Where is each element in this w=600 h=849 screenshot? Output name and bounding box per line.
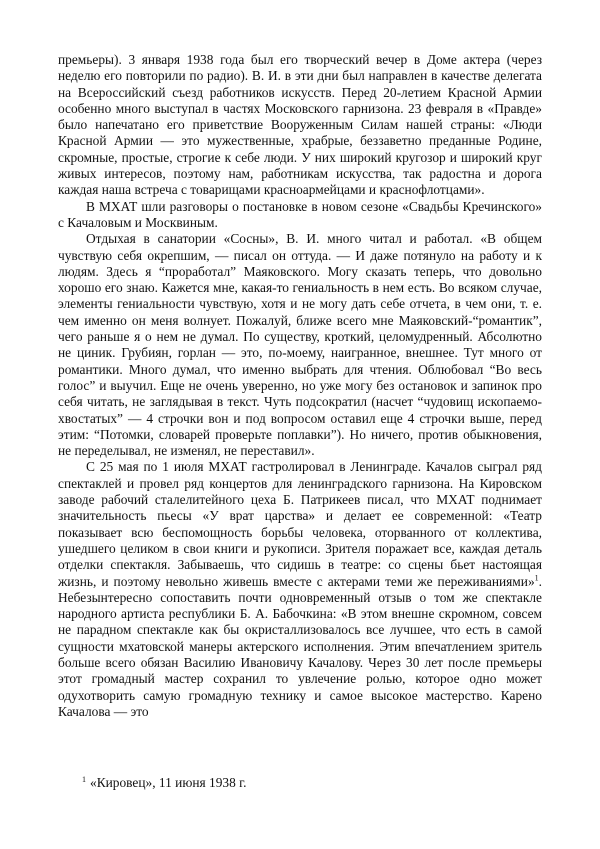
paragraph-2: В МХАТ шли разговоры о постановке в новом сезоне «Свадьбы Кречинского» с Качаловым и Москвиным. — [58, 198, 542, 230]
paragraph-3: Отдыхая в санатории «Сосны», В. И. много читал и работал. «В общем чувствую себя окрепшим, — писал он оттуда. — И даже потянуло на работу и к людям. Здесь я “проработал” Маяковского. Могу сказать теперь, что довольно хорошо его знаю. Кажется мне, какая-то гениальность в нем есть. Во всяком случае, элементы гениальности чувствую, хотя и не могу дать себе отчета, в чем они, т. е. чем именно он меня волнует. Пожалуй, ближе всего мне Маяковский-“романтик”, чего раньше я о нем не думал. По существу, кроткий, целомудренный. Абсолютно не циник. Грубиян, горлан — это, по-моему, наигранное, внешнее. Тут много от романтики. Много думал, что именно выбрать для чтения. Облюбовал “Во весь голос” и выучил. Еще не очень уверенно, но уже могу без остановок и запинок про себя читать, не заглядывая в текст. Чуть подсократил (насчет “чудовищ ископаемо-хвостатых” — 4 строчки вон и под вопросом оставил еще 4 строчки выше, перед этим: “Потомки, словарей проверьте поплавки”). Но ничего, против обыкновения, не переделывал, не изменял, не переставил». — [58, 231, 542, 459]
footnote — [82, 772, 246, 791]
paragraph-1: премьеры). 3 января 1938 года был его творческий вечер в Доме актера (через неделю его повторили по радио). В. И. в эти дни был направлен в качестве делегата на Всероссийский съезд работников искусств. Перед 20-летием Красной Армии особенно много выступал в частях Московского гарнизона. 23 февраля в «Правде» было напечатано его приветствие Вооруженным Силам нашей страны: «Люди Красной Армии — это мужественные, храбрые, беззаветно преданные Родине, скромные, простые, строгие к себе люди. У них широкий кругозор и широкий круг живых интересов, поэтому нам, работникам искусства, так радостна и дорога каждая наша встреча с товарищами красноармейцами и краснофлотцами». — [58, 52, 542, 198]
page-body — [58, 52, 542, 720]
footnote-text: «Кировец», 11 июня 1938 г. — [90, 775, 247, 790]
paragraph-4 — [58, 459, 542, 720]
paragraph-4-text-b: . Небезынтересно сопоставить почти одновременный отзыв о том же спектакле народного артиста республики Б. А. Бабочкина: «В этом внешне скромном, совсем не парадном спектакле как бы окристаллизовалось все лучшее, что есть в самой сущности мхатовской манеры актерского исполнения. Этим впечатлением зритель больше всего обязан Василию Ивановичу Качалову. Через 30 лет после премьеры этот громадный мастер сохранил то увлечение ролью, которое одно может одухотворить самую громадную технику и самое высокое мастерство. Карено Качалова — это — [58, 573, 542, 719]
paragraph-4-text-a: С 25 мая по 1 июля МХАТ гастролировал в Ленинграде. Качалов сыграл ряд спектаклей и провел ряд концертов для ленинградского гарнизона. На Кировском заводе рабочий сталелитейного цеха Б. Патрикеев писал, что МХАТ поднимает значительность пьесы «У врат царства» и делает ее современной: «Театр показывает всю беспомощность борьбы человека, оторванного от коллектива, ушедшего целиком в свои книги и рукописи. Зрителя поражает все, каждая деталь отделки спектакля. Забываешь, что сидишь в театре: со сцены бьет настоящая жизнь, и поэтому невольно живешь вместе с актерами теми же переживаниями» — [58, 459, 542, 589]
footnote-reference[interactable]: 1 — [534, 573, 539, 583]
footnote-mark: 1 — [82, 775, 86, 784]
